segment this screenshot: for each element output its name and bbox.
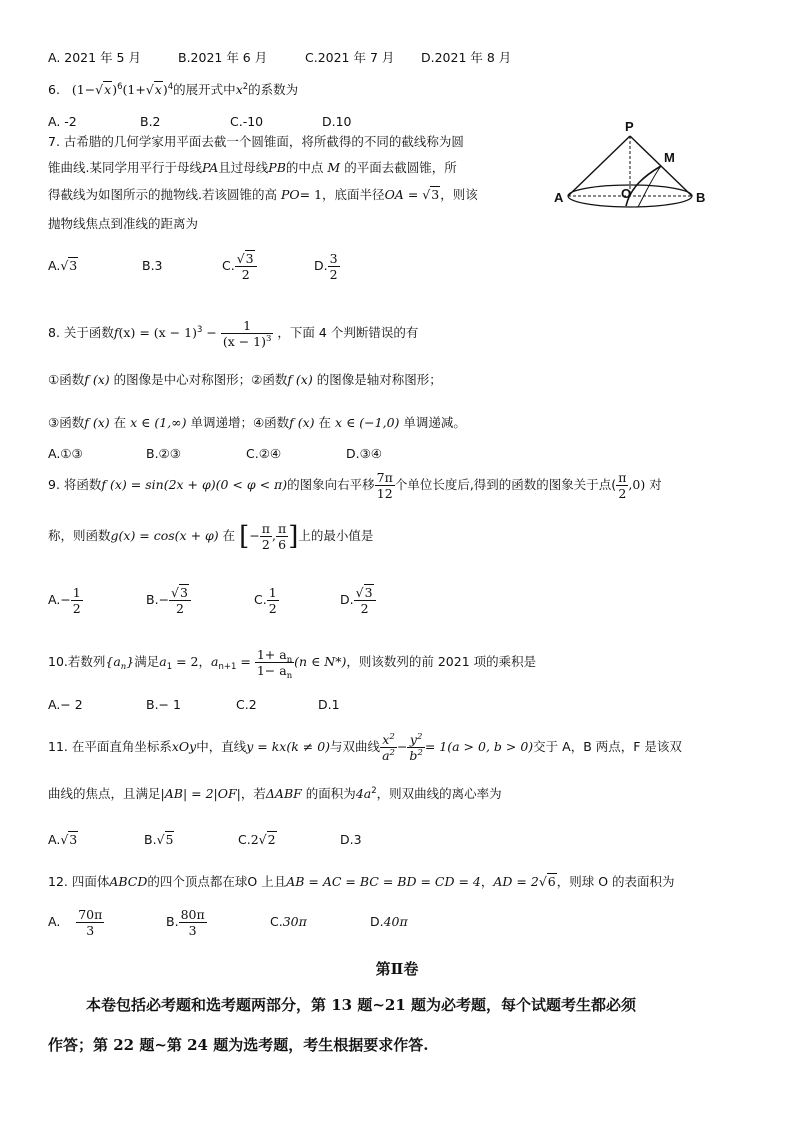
q6-variable: x (235, 82, 243, 97)
q10-text: ，则该数列的前 2021 项的乘积是 (346, 654, 537, 669)
q7-var-po: PO (280, 187, 300, 202)
q12-text: ， (480, 874, 494, 889)
q5-option-c: C.2021 年 7 月 (305, 50, 395, 65)
q9-option-b-denominator: 2 (169, 600, 191, 616)
q11-option-c-coef: 2 (250, 832, 259, 847)
q9-option-a (48, 582, 83, 618)
q8-text: ①函数 (48, 372, 85, 387)
q7-var-m: M (327, 160, 341, 175)
q7-option-c-fraction (235, 252, 257, 282)
q6-option-c: C.-10 (230, 114, 264, 129)
q7-text: 且过母线 (218, 160, 269, 175)
q8-option-c: C.②④ (246, 446, 282, 461)
q9-option-b-fraction (169, 586, 191, 616)
q9-option-d-fraction (354, 586, 376, 616)
q8-statement-1 (48, 372, 442, 388)
q9-shift-numerator: 7π (376, 469, 393, 485)
point-p-label: P (625, 119, 634, 134)
q12-option-d-value: 40π (383, 914, 408, 929)
q7-option-label: C. (222, 258, 235, 273)
q7-text: 锥曲线.某同学用平行于母线 (48, 160, 202, 175)
q6-sqrt: √x (95, 82, 112, 97)
q11-text: 交于 A，B 两点，F 是该双 (533, 739, 682, 754)
q10-seq-a: {a (105, 654, 121, 669)
q12-equalities: AB = AC = BC = BD = CD = 4 (286, 874, 481, 889)
q7-option-c-denominator: 2 (235, 266, 257, 282)
q12-option-b-numerator: 80π (180, 906, 205, 922)
q7-line-3 (48, 187, 478, 203)
q6-expr-part: (1+ (122, 82, 146, 97)
q11-option-b-radicand: 5 (165, 832, 174, 847)
q10-seq-sub: n (120, 662, 127, 672)
q9-interval-right-bracket: ] (288, 521, 299, 552)
q9-text: 对 (649, 477, 662, 492)
q7-option-d-numerator: 3 (329, 250, 338, 266)
q11-h2-denominator (407, 747, 424, 763)
q11-option-a-sqrt: √3 (60, 832, 78, 847)
q7-text: 的平面去截圆锥，所 (344, 160, 457, 175)
q6-exponent: 2 (242, 82, 249, 92)
q12-option-c (270, 914, 307, 930)
q11-text: 的面积为 (305, 786, 356, 801)
q6-text: 的系数为 (248, 82, 299, 97)
q7-text: ，底面半径 (322, 187, 385, 202)
q6-sqrt: √x (145, 82, 162, 97)
q8-text: 单调递增；④函数 (190, 415, 290, 430)
q12-option-label: D. (370, 914, 384, 929)
q11-h-minus: − (396, 739, 408, 754)
q9-option-label: A. (48, 592, 61, 607)
q9-interval-left-bracket: [ (239, 521, 250, 552)
q8-option-a: A.①③ (48, 446, 83, 461)
q8-text: ，下面 4 个判断错误的有 (277, 325, 419, 340)
q12-option-a-denominator: 3 (76, 922, 104, 938)
q9-text: 9. 将函数 (48, 477, 102, 492)
q12-option-c-value: 30π (282, 914, 307, 929)
q8-interval: x ∈ (−1,0) (335, 415, 400, 430)
q7-var-pa: PA (201, 160, 219, 175)
q11-hyperbola-frac-2 (407, 733, 424, 763)
q11-option-a-radicand: 3 (69, 832, 78, 847)
q6-number: 6. (48, 82, 60, 97)
q7-option-c-radicand: 3 (245, 250, 254, 266)
q8-minus: − (206, 325, 217, 340)
q10-option-c: C.2 (236, 697, 257, 712)
q9-interval-minus: − (249, 528, 260, 543)
q8-den-text: (x − 1) (222, 333, 267, 349)
q9-point-numerator: π (618, 469, 627, 485)
q8-text: 的图像是中心对称图形；②函数 (113, 372, 288, 387)
q7-option-c (222, 248, 257, 284)
q8-text: 8. 关于函数 (48, 325, 114, 340)
q10-text: ， (198, 654, 212, 669)
q10-denominator (255, 662, 294, 681)
q9-option-d-denominator: 2 (354, 600, 376, 616)
q11-h2-num: y (409, 731, 417, 747)
q6-sqrt-radicand: x (154, 82, 162, 97)
q7-sqrt: √3 (422, 187, 440, 202)
q6-option-d: D.10 (322, 114, 352, 129)
q8-text: ③函数 (48, 415, 85, 430)
q10-stem (48, 642, 536, 682)
q7-line-2 (48, 160, 457, 176)
q12-text: 的四个顶点都在球O 上且 (147, 874, 287, 889)
q10-num-text: 1+ a (256, 646, 287, 662)
q9-option-d (340, 582, 376, 618)
q12-option-a-fraction (76, 908, 104, 938)
q10-condition: (n ∈ N*) (294, 654, 347, 669)
q11-h1-den: a (382, 747, 390, 763)
q9-text: 个单位长度后,得到的函数的图象关于点( (394, 477, 617, 492)
q8-text: 的图像是轴对称图形； (316, 372, 442, 387)
q9-point-fraction (616, 471, 628, 501)
q7-option-sqrt: √3 (60, 258, 78, 273)
q12-option-label: A. (48, 914, 61, 929)
q11-h1-numerator (380, 733, 397, 747)
q10-text: 满足 (134, 654, 160, 669)
q11-option-d: D.3 (340, 832, 362, 847)
q11-option-b (144, 832, 174, 848)
q8-option-d: D.③④ (346, 446, 383, 461)
q9-interval-den-2: 6 (276, 536, 288, 552)
q11-hyperbola-frac-1 (380, 733, 397, 763)
q5-option-b: B.2021 年 6 月 (178, 50, 268, 65)
q12-ad: AD = 2 (493, 874, 539, 889)
q8-stem (48, 313, 418, 353)
q11-h-tail: = 1(a > 0, b > 0) (424, 739, 534, 754)
cone-figure (548, 114, 728, 214)
q11-stem-line-2 (48, 786, 502, 802)
q9-option-c-numerator: 1 (268, 584, 277, 600)
q9-stem-line-2 (48, 516, 373, 556)
q7-text: 得截线为如图所示的抛物线.若该圆锥的高 (48, 187, 277, 202)
q9-interval-den-1: 2 (260, 536, 272, 552)
section-2-heading: 第Ⅱ卷 (375, 960, 419, 978)
q7-eq: = 1 (299, 187, 323, 202)
q9-text: 称，则函数 (48, 528, 111, 543)
q9-option-d-radicand: 3 (364, 584, 373, 600)
q10-text: 10.若数列 (48, 654, 106, 669)
q10-num-sub: n (286, 654, 293, 665)
q9-option-a-numerator: 1 (72, 584, 81, 600)
q12-text: 12. 四面体 (48, 874, 110, 889)
q9-option-sign: − (158, 592, 170, 607)
q11-h1-num: x (382, 731, 390, 747)
q7-option-b: B.3 (142, 258, 163, 273)
q5-option-d: D.2021 年 8 月 (421, 50, 512, 65)
q7-option-a (48, 258, 78, 274)
q9-text: 上的最小值是 (298, 528, 374, 543)
q9-option-c (254, 582, 279, 618)
q6-expr-part: (1− (71, 82, 96, 97)
q9-option-sign: − (60, 592, 71, 607)
q6-exponent: 4 (167, 82, 174, 92)
q9-interval-num-1: π (261, 520, 271, 536)
q8-text: 在 (318, 415, 332, 430)
q11-text: ，若 (240, 786, 266, 801)
q10-option-d: D.1 (318, 697, 340, 712)
q11-h2-num-exp: 2 (416, 731, 423, 742)
q10-option-b: B.− 1 (146, 697, 181, 712)
q12-ad-sqrt: √6 (538, 874, 556, 889)
q6-stem (48, 82, 298, 98)
q6-expr-part: ) (112, 82, 118, 97)
point-m-label: M (664, 150, 675, 165)
q9-option-label: D. (340, 592, 354, 607)
q11-h2-numerator (407, 733, 424, 747)
q8-denominator (221, 333, 274, 349)
q7-sqrt-radicand: 3 (431, 187, 440, 202)
q9-option-a-fraction (71, 586, 83, 616)
q10-option-a: A.− 2 (48, 697, 83, 712)
q11-option-b-sqrt: √5 (156, 832, 174, 847)
q11-triangle: ΔABF (265, 786, 302, 801)
q11-option-label: C. (238, 832, 251, 847)
q8-fx: f (x) (84, 415, 110, 430)
q12-option-b (166, 904, 207, 940)
q9-function: f (x) = sin(2x + φ)(0 < φ < π) (101, 477, 288, 492)
q10-den-text: 1− a (256, 662, 287, 678)
q8-numerator: 1 (243, 317, 252, 333)
q8-statement-2 (48, 415, 466, 431)
q11-text: ，则双曲线的离心率为 (376, 786, 502, 801)
q11-line-eq: y = kx(k ≠ 0) (246, 739, 331, 754)
q11-h1-num-exp: 2 (389, 731, 395, 742)
q7-text: 的中点 (285, 160, 324, 175)
q11-xoy: xOy (171, 739, 197, 754)
section-2-paragraph-line-1: 本卷包括必考题和选考题两部分，第 13 题~21 题为必考题，每个试题考生都必须 (86, 996, 636, 1014)
q6-option-a: A. -2 (48, 114, 77, 129)
q10-recurrence-fraction (255, 646, 294, 681)
point-a-label: A (554, 190, 564, 205)
q11-text: 曲线的焦点，且满足 (48, 786, 161, 801)
q10-a1-eq: = 2 (172, 654, 199, 669)
q9-option-a-denominator: 2 (72, 600, 81, 616)
q8-def: (x) = (x − 1) (118, 325, 197, 340)
q7-text: ，则该 (440, 187, 478, 202)
q7-line-4: 抛物线焦点到准线的距离为 (48, 216, 199, 231)
q8-fname: f (113, 325, 119, 340)
q8-option-b: B.②③ (146, 446, 181, 461)
q9-text: 在 (222, 528, 236, 543)
point-o-label: O (621, 186, 632, 201)
q11-h1-denominator (380, 747, 397, 763)
q9-point-tail: ,0) (628, 477, 646, 492)
q9-shift-fraction (375, 471, 395, 501)
q8-text: 单调递减。 (403, 415, 466, 430)
q10-seq-end: } (126, 654, 135, 669)
q7-var-pb: PB (268, 160, 286, 175)
q12-text: ，则球 O 的表面积为 (556, 874, 675, 889)
q7-option-label: A. (48, 258, 61, 273)
q8-fx: f (x) (84, 372, 110, 387)
q7-option-radicand: 3 (69, 258, 78, 273)
q7-line-1: 7. 古希腊的几何学家用平面去截一个圆锥面，将所截得的不同的截线称为圆 (48, 134, 464, 149)
q6-exponent: 6 (117, 82, 123, 92)
q10-an1: a (211, 654, 219, 669)
q7-option-label: D. (314, 258, 328, 273)
q9-interval-frac-2 (276, 522, 288, 552)
q11-text: 与双曲线 (330, 739, 381, 754)
q11-option-label: A. (48, 832, 61, 847)
q8-interval: x ∈ (1,∞) (130, 415, 187, 430)
q11-option-label: B. (144, 832, 157, 847)
q9-option-d-numerator: √3 (355, 584, 373, 600)
q7-option-d (314, 248, 340, 284)
q7-option-d-fraction (328, 252, 340, 282)
q9-text: 的图象向右平移 (287, 477, 375, 492)
q10-a1-sub: 1 (166, 662, 173, 672)
q11-abs-condition: |AB| = 2|OF| (160, 786, 241, 801)
q6-option-b: B.2 (140, 114, 161, 129)
q11-stem-line-1 (48, 728, 682, 766)
q12-option-d (370, 914, 408, 930)
section-2-paragraph-line-2: 作答；第 22 题~第 24 题为选考题，考生根据要求作答. (48, 1036, 429, 1054)
q10-den-sub: n (286, 670, 293, 681)
q9-interval-num-2: π (278, 520, 287, 536)
q9-shift-denominator: 12 (375, 485, 395, 501)
q7-eq: = (407, 187, 419, 202)
q12-ad-radicand: 6 (547, 874, 556, 889)
q9-interval-comma: , (272, 528, 276, 543)
q8-fraction (221, 319, 274, 349)
q11-text: 中，直线 (196, 739, 247, 754)
q11-h1-den-exp: 2 (389, 747, 395, 758)
q6-expr-part: ) (162, 82, 168, 97)
q11-h2-den-exp: 2 (417, 747, 423, 758)
q9-point-denominator: 2 (616, 485, 628, 501)
q6-text: 的展开式中 (173, 82, 236, 97)
q8-text: 在 (113, 415, 127, 430)
q11-h2-den: b (409, 747, 418, 763)
q9-option-label: B. (146, 592, 159, 607)
q12-option-a (48, 904, 104, 940)
q11-option-c-sqrt: √2 (258, 832, 276, 847)
q12-abcd: ABCD (109, 874, 148, 889)
point-b-label: B (696, 190, 706, 205)
q8-exponent: 3 (196, 325, 203, 335)
q11-option-c-radicand: 2 (267, 832, 276, 847)
q9-option-b-numerator: √3 (171, 584, 188, 600)
q11-text: 11. 在平面直角坐标系 (48, 739, 172, 754)
q12-option-b-fraction (179, 908, 207, 938)
q7-option-d-denominator: 2 (329, 266, 338, 282)
q10-numerator (255, 646, 294, 665)
q11-option-c (238, 832, 277, 848)
q9-option-b (146, 582, 191, 618)
q9-interval-frac-1 (260, 522, 272, 552)
q9-g-function: g(x) = cos(x + φ) (110, 528, 219, 543)
q10-sequence (105, 654, 135, 672)
q10-an1-eq: = (236, 654, 251, 669)
q10-an1-sub: n+1 (218, 662, 237, 672)
q8-fx: f (x) (289, 415, 315, 430)
q8-fx: f (x) (287, 372, 313, 387)
q7-option-c-numerator: √3 (236, 250, 254, 266)
q11-area: 4a (355, 786, 372, 801)
q9-option-c-denominator: 2 (268, 600, 277, 616)
q12-option-label: B. (166, 914, 179, 929)
q12-option-a-numerator: 70π (78, 906, 103, 922)
q7-var-oa: OA (384, 187, 404, 202)
q10-a1: a (159, 654, 167, 669)
q5-option-a: A. 2021 年 5 月 (48, 50, 141, 65)
q12-option-label: C. (270, 914, 283, 929)
q9-stem-line-1 (48, 466, 662, 504)
q8-den-exponent: 3 (266, 333, 272, 344)
q9-option-b-radicand: 3 (180, 584, 188, 600)
q9-option-label: C. (254, 592, 267, 607)
q11-area-exp: 2 (371, 786, 377, 796)
q9-option-c-fraction (267, 586, 279, 616)
q11-option-a (48, 832, 78, 848)
q6-sqrt-radicand: x (104, 82, 112, 97)
q12-option-b-denominator: 3 (179, 922, 207, 938)
q12-stem (48, 874, 675, 890)
